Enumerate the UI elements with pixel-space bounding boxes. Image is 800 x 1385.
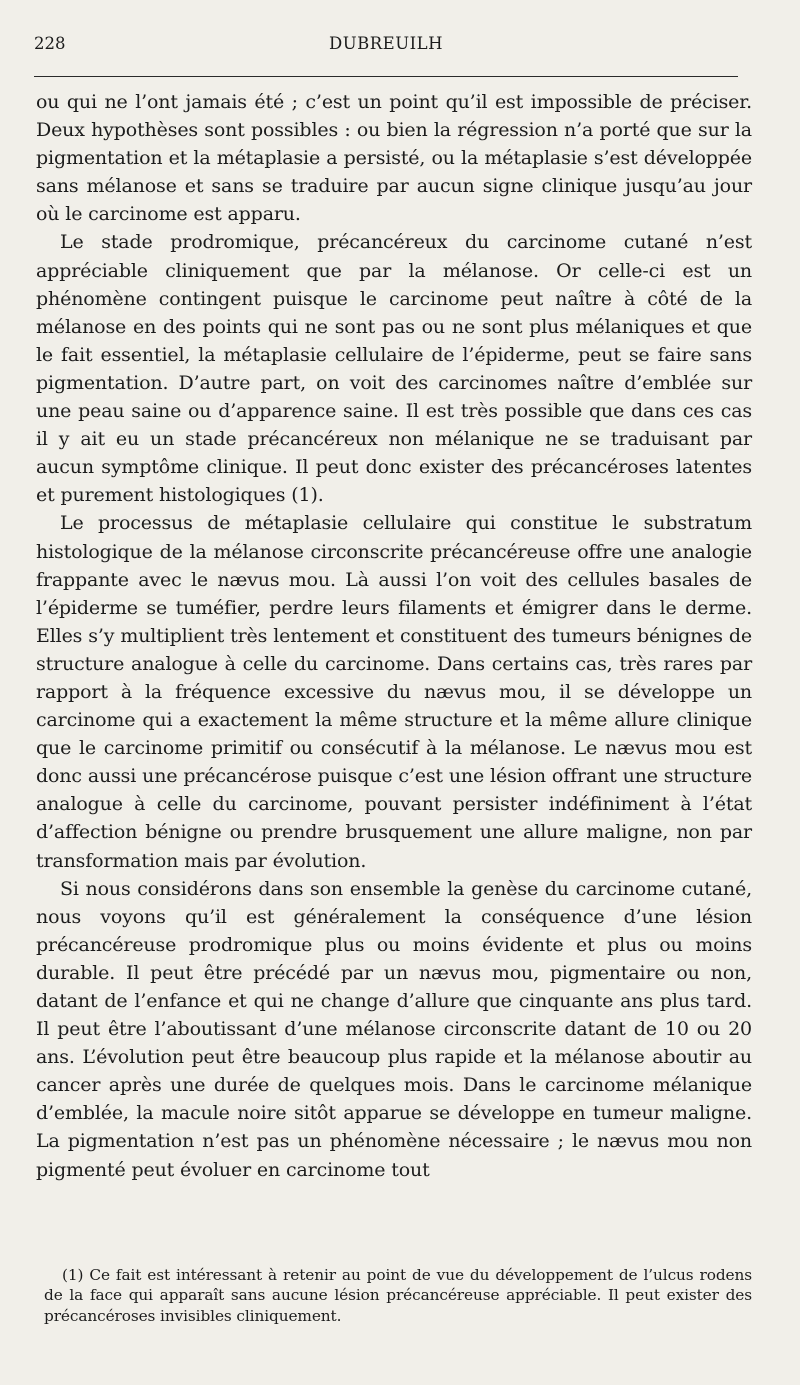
running-title: DUBREUILH xyxy=(329,34,443,53)
paragraph-3: Le processus de métaplasie cellulaire qui constitue le substratum histologique de la mélanose circonscrite précancéreuse offre une analogie frappante avec le nævus mou. Là aussi l’on voit des cellules basales de l’épiderme se tuméfier, perdre leurs filaments et émigrer dans le derme. Elles s’y multiplient très lentement et constituent des tumeurs bénignes de structure analogue à celle du carcinome. Dans certains cas, très rares par rapport à la fréquence excessive du nævus mou, il se développe un carcinome qui a exactement la même structure et la même allure clinique que le carcinome primitif ou consécutif à la mélanose. Le nævus mou est donc aussi une précancérose puisque c’est une lésion offrant une structure analogue à celle du carcinome, pouvant persister indéfiniment à l’état d’affection bénigne ou prendre brusquement une allure maligne, non par transformation mais par évolution. xyxy=(36,512,752,872)
paragraph-1: ou qui ne l’ont jamais été ; c’est un point qu’il est impossible de préciser. Deux hypothèses sont possibles : ou bien la régression n’a porté que sur la pigmentation et la métaplasie a persisté, ou la métaplasie s’est développée sans mélanose et sans se traduire par aucun signe clinique jusqu’au jour où le carcinome est apparu. xyxy=(36,91,752,226)
page-number: 228 xyxy=(34,34,66,53)
running-head xyxy=(34,34,738,58)
paragraph-2: Le stade prodromique, précancéreux du carcinome cutané n’est appréciable cliniquement que par la mélanose. Or celle-ci est un phénomène contingent puisque le carcinome peut naître à côté de la mélanose en des points qui ne sont pas ou ne sont plus mélaniques et que le fait essentiel, la métaplasie cellulaire de l’épiderme, peut se faire sans pigmentation. D’autre part, on voit des carcinomes naître d’emblée sur une peau saine ou d’apparence saine. Il est très possible que dans ces cas il y ait eu un stade précancéreux non mélanique ne se traduisant par aucun symptôme clinique. Il peut donc exister des précancéroses latentes et purement histologiques (1). xyxy=(36,231,752,507)
footnote-text: (1) Ce fait est intéressant à retenir au point de vue du développement de l’ulcus rodens de la face qui apparaît sans aucune lésion précancéreuse appréciable. Il peut exister des précancéroses invisibles cliniquement. xyxy=(44,1266,752,1325)
paragraph-4: Si nous considérons dans son ensemble la genèse du carcinome cutané, nous voyons qu’il est généralement la conséquence d’une lésion précancéreuse prodromique plus ou moins évidente et plus ou moins durable. Il peut être précédé par un nævus mou, pigmentaire ou non, datant de l’enfance et qui ne change d’allure que cinquante ans plus tard. Il peut être l’aboutissant d’une mélanose circonscrite datant de 10 ou 20 ans. L’évolution peut être beaucoup plus rapide et la mélanose aboutir au cancer après une durée de quelques mois. Dans le carcinome mélanique d’emblée, la macule noire sitôt apparue se développe en tumeur maligne. La pigmentation n’est pas un phénomène nécessaire ; le nævus mou non pigmenté peut évoluer en carcinome tout xyxy=(36,877,752,1181)
body-text xyxy=(36,88,752,1184)
header-rule xyxy=(34,76,738,77)
footnote xyxy=(44,1265,752,1326)
